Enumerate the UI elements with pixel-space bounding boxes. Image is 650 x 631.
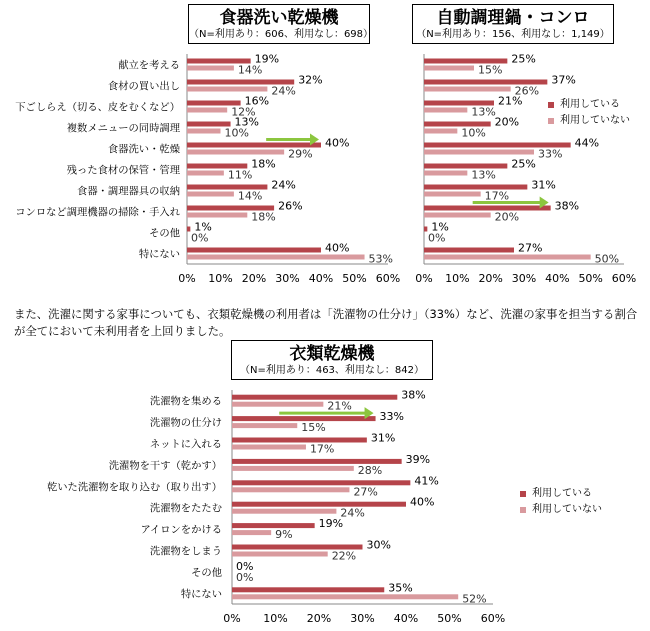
data-label-using: 30% — [366, 538, 391, 552]
data-label-using: 19% — [254, 52, 280, 66]
data-label-not-using: 17% — [309, 442, 335, 456]
data-label-not-using: 15% — [478, 63, 503, 77]
data-label-using: 25% — [511, 157, 536, 171]
bar-not-using — [187, 150, 284, 155]
category-label: 特にない — [138, 248, 180, 261]
data-label-using: 38% — [554, 199, 580, 213]
chart1-title: 食器洗い乾燥機 — [219, 8, 339, 28]
data-label-using: 40% — [325, 136, 350, 150]
chart3-subtitle: （N=利用あり：463、利用なし：842） — [239, 365, 425, 376]
data-label-not-using: 10% — [461, 126, 486, 140]
data-label-using: 18% — [251, 157, 276, 171]
bar-not-using — [424, 192, 481, 197]
chart3-tick-label: 0% — [223, 612, 241, 625]
category-label: 特にない — [180, 588, 222, 601]
bar-not-using — [424, 213, 491, 218]
chart3-tick-label: 60% — [480, 612, 506, 625]
category-label: 乾いた洗濯物を取り込む（取り出す） — [46, 481, 222, 494]
data-label-not-using: 13% — [471, 105, 496, 119]
bar-not-using — [187, 255, 365, 260]
bar-not-using — [424, 87, 511, 92]
chart2-tick-label: 60% — [611, 272, 637, 285]
chart2-tick-label: 20% — [478, 272, 503, 285]
category-label: 洗濯物を干す（乾かす） — [108, 459, 222, 472]
category-label: ネットに入れる — [149, 438, 222, 451]
data-label-not-using: 24% — [271, 84, 296, 98]
data-label-not-using: 50% — [594, 252, 620, 266]
bar-not-using — [232, 594, 458, 599]
category-label: 洗濯物をしまう — [149, 545, 222, 558]
data-label-not-using: 28% — [357, 463, 383, 477]
data-label-using: 31% — [531, 178, 556, 192]
bar-using — [424, 248, 514, 253]
bar-using — [424, 185, 527, 190]
bar-using — [232, 502, 406, 507]
data-label-using: 1% — [194, 220, 212, 234]
bar-not-using — [424, 66, 474, 71]
data-label-not-using: 0% — [428, 231, 446, 245]
bar-not-using — [232, 466, 354, 471]
legend-label-not-using: 利用していない — [532, 504, 602, 515]
bar-using — [187, 248, 321, 253]
data-label-not-using: 14% — [237, 63, 263, 77]
data-label-using: 26% — [278, 199, 303, 213]
chart1-tick-label: 50% — [342, 272, 367, 285]
data-label-using: 39% — [405, 452, 431, 466]
bar-not-using — [187, 171, 224, 176]
bar-using — [232, 480, 410, 485]
category-label: 食材の買い出し — [107, 80, 180, 93]
chart2-title: 自動調理鍋・コンロ — [436, 8, 590, 28]
data-label-using: 20% — [494, 115, 520, 129]
data-label-not-using: 13% — [471, 168, 496, 182]
data-label-using: 38% — [401, 388, 426, 402]
data-label-not-using: 21% — [327, 399, 352, 413]
chart2-subtitle: （N=利用あり：156、利用なし：1,149） — [416, 29, 610, 40]
bar-not-using — [232, 423, 297, 428]
category-label: 食器洗い・乾燥 — [107, 143, 180, 156]
data-label-using: 31% — [370, 431, 396, 445]
chart3-tick-label: 30% — [350, 612, 375, 625]
chart3-tick-label: 10% — [263, 612, 288, 625]
category-label: 食器・調理器具の収納 — [77, 185, 180, 198]
data-label-not-using: 9% — [275, 528, 293, 542]
data-label-using: 40% — [325, 241, 350, 255]
bar-not-using — [424, 108, 467, 113]
category-label: 複数メニューの同時調理 — [66, 122, 180, 135]
category-label: コンロなど調理機器の掃除・手入れ — [15, 206, 180, 219]
bar-not-using — [187, 129, 221, 134]
bar-not-using — [424, 129, 457, 134]
data-label-not-using: 14% — [237, 189, 263, 203]
chart2-tick-label: 40% — [545, 272, 570, 285]
chart2-tick-label: 30% — [511, 272, 537, 285]
bar-not-using — [232, 487, 349, 492]
chart1-subtitle: （N=利用あり：606、利用なし：698） — [189, 29, 374, 40]
legend-label-using: 利用している — [560, 99, 620, 110]
data-label-not-using: 26% — [514, 84, 540, 98]
bar-not-using — [424, 150, 534, 155]
category-label: 献立を考える — [118, 59, 180, 72]
data-label-using: 25% — [511, 52, 536, 66]
chart1-tick-label: 30% — [275, 272, 300, 285]
category-label: 洗濯物の仕分け — [149, 417, 222, 430]
chart3-tick-label: 20% — [306, 612, 332, 625]
category-label: アイロンをかける — [140, 524, 222, 537]
chart1-tick-label: 0% — [178, 272, 196, 285]
chart1-tick-label: 60% — [375, 272, 401, 285]
category-label: 下ごしらえ（切る、皮をむくなど） — [15, 101, 180, 114]
bar-not-using — [187, 213, 247, 218]
chart3-title: 衣類乾燥機 — [289, 344, 375, 364]
category-label: その他 — [191, 566, 222, 579]
category-label: 洗濯物を集める — [149, 395, 222, 408]
data-label-not-using: 15% — [301, 421, 326, 435]
bar-using — [424, 227, 427, 232]
data-label-using: 40% — [410, 495, 435, 509]
data-label-using: 13% — [234, 115, 260, 129]
chart2-tick-label: 0% — [415, 272, 433, 285]
data-label-not-using: 17% — [484, 189, 510, 203]
bar-using — [232, 438, 367, 443]
data-label-not-using: 0% — [191, 231, 209, 245]
data-label-not-using: 29% — [288, 147, 313, 161]
chart2-tick-label: 50% — [578, 272, 603, 285]
data-label-using: 19% — [318, 517, 344, 531]
legend-label-not-using: 利用していない — [560, 115, 630, 126]
data-label-using: 24% — [271, 178, 296, 192]
bar-using — [424, 206, 551, 211]
data-label-using: 21% — [498, 94, 523, 108]
data-label-using: 27% — [518, 241, 543, 255]
bar-using — [232, 395, 397, 400]
chart2-tick-label: 10% — [445, 272, 470, 285]
data-label-using: 16% — [244, 94, 270, 108]
bar-not-using — [424, 171, 467, 176]
bar-not-using — [187, 87, 267, 92]
data-label-not-using: 33% — [538, 147, 563, 161]
bar-not-using — [232, 552, 328, 557]
data-label-not-using: 12% — [231, 105, 256, 119]
category-label: 洗濯物をたたむ — [149, 502, 222, 515]
bar-not-using — [424, 255, 591, 260]
data-label-using: 32% — [298, 73, 323, 87]
data-label-using: 41% — [414, 474, 439, 488]
data-label-not-using: 20% — [494, 210, 520, 224]
data-label-not-using: 53% — [368, 252, 394, 266]
data-label-not-using: 27% — [353, 485, 378, 499]
data-label-not-using: 24% — [340, 506, 365, 520]
data-label-not-using: 10% — [224, 126, 249, 140]
chart1-tick-label: 10% — [208, 272, 233, 285]
legend-label-using: 利用している — [532, 488, 592, 499]
data-label-using: 44% — [574, 136, 600, 150]
bar-not-using — [232, 402, 323, 407]
bar-not-using — [232, 445, 306, 450]
data-label-using: 37% — [551, 73, 576, 87]
data-label-using: 35% — [388, 581, 413, 595]
category-label: その他 — [149, 227, 180, 240]
chart1-tick-label: 20% — [241, 272, 267, 285]
data-label-not-using: 22% — [331, 549, 357, 563]
bar-not-using — [232, 509, 336, 514]
chart1-tick-label: 40% — [308, 272, 334, 285]
data-label-not-using: 18% — [251, 210, 276, 224]
bar-not-using — [187, 108, 227, 113]
data-label-using: 1% — [431, 220, 449, 234]
bar-using — [232, 523, 315, 528]
chart3-tick-label: 50% — [437, 612, 462, 625]
data-label-using: 33% — [379, 410, 405, 424]
body-paragraph: また、洗濯に関する家事についても、衣類乾燥機の利用者は「洗濯物の仕分け」（33%）など、洗濯の家事を担当する割合が全てにおいて未利用者を上回りました。 — [14, 307, 638, 338]
bar-not-using — [187, 192, 234, 197]
data-label-not-using: 52% — [462, 592, 487, 606]
bar-not-using — [187, 66, 234, 71]
category-label: 残った食材の保管・管理 — [66, 164, 180, 177]
bar-using — [232, 587, 384, 592]
data-label-using: 0% — [236, 559, 254, 573]
data-label-not-using: 11% — [227, 168, 253, 182]
data-label-not-using: 0% — [236, 570, 254, 584]
bar-not-using — [232, 530, 271, 535]
bar-using — [187, 227, 190, 232]
chart3-tick-label: 40% — [393, 612, 419, 625]
